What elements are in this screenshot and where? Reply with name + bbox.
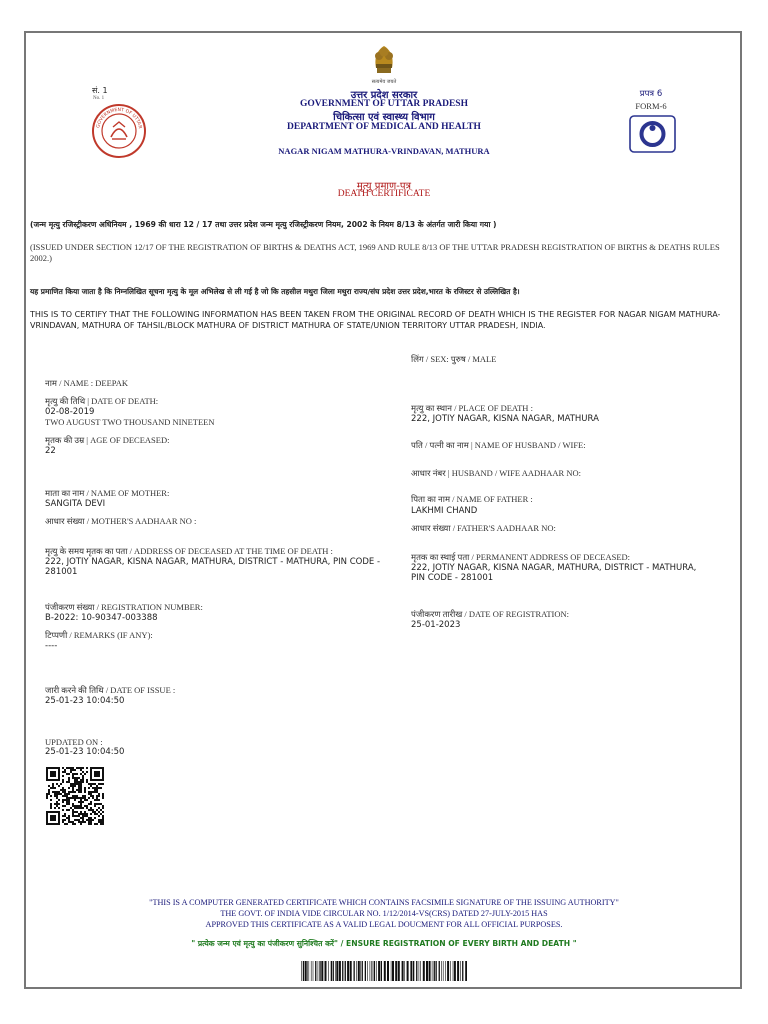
- registration-number-label: पंजीकरण संख्या / REGISTRATION NUMBER:: [45, 602, 203, 612]
- registration-number-value: B-2022: 10-90347-003388: [45, 613, 158, 623]
- issued-under-english: (ISSUED UNDER SECTION 12/17 OF THE REGISTRATION OF BIRTHS & DEATHS ACT, 1969 AND RULE 8/13 OF THE UTTAR PRADESH REGISTRATION OF BIRTHS & DEATHS RULES 2002.): [30, 242, 720, 263]
- barcode[interactable]: [301, 961, 467, 981]
- mother-name-label: माता का नाम / NAME OF MOTHER:: [45, 488, 170, 498]
- footer-circular: THE GOVT. OF INDIA VIDE CIRCULAR NO. 1/12/2014-VS(CRS) DATED 27-JULY-2015 HAS: [220, 909, 548, 918]
- serial-hindi: सं. 1: [92, 86, 108, 95]
- footer-approval: APPROVED THIS CERTIFICATE AS A VALID LEGAL DOUCMENT FOR ALL OFFICIAL PURPOSES.: [205, 920, 563, 929]
- permanent-address-value: 222, JOTIY NAGAR, KISNA NAGAR, MATHURA, DISTRICT - MATHURA, PIN CODE - 281001: [411, 563, 697, 583]
- age-label: मृतक की उम्र | AGE OF DECEASED:: [45, 435, 170, 445]
- certify-hindi: यह प्रमाणित किया जाता है कि निम्नलिखित सूचना मृत्यु के मूल अभिलेख से ली गई है जो कि तहसील मथुरा जिला मथुरा राज्य/संघ प्रदेश उत्तर प्रदेश,भारत के रजिस्टर से उल्लिखित है।: [30, 287, 520, 296]
- mother-aadhaar-label: आधार संख्या / MOTHER'S AADHAAR NO :: [45, 516, 197, 526]
- form-number: FORM-6: [635, 101, 667, 111]
- date-of-death-label: मृत्यु की तिथि | DATE OF DEATH:: [45, 396, 159, 406]
- mother-name-value: SANGITA DEVI: [45, 499, 106, 509]
- certificate-title: DEATH CERTIFICATE: [337, 189, 431, 199]
- footer-computer-generated: "THIS IS A COMPUTER GENERATED CERTIFICATE WHICH CONTAINS FACSIMILE SIGNATURE OF THE ISSUING AUTHORITY": [149, 898, 619, 907]
- registration-date-value: 25-01-2023: [411, 620, 461, 630]
- municipality-name: NAGAR NIGAM MATHURA-VRINDAVAN, MATHURA: [278, 146, 490, 156]
- certificate-border: [24, 31, 742, 989]
- date-of-issue-value: 25-01-23 10:04:50: [45, 696, 125, 706]
- spouse-aadhaar-label: आधार नंबर | HUSBAND / WIFE AADHAAR NO:: [411, 468, 581, 478]
- serial-english: No. 1: [93, 96, 105, 101]
- place-of-death-value: 222, JOTIY NAGAR, KISNA NAGAR, MATHURA: [411, 414, 599, 424]
- certify-english: THIS IS TO CERTIFY THAT THE FOLLOWING INFORMATION HAS BEEN TAKEN FROM THE ORIGINAL RECORD OF DEATH WHICH IS THE REGISTER FOR NAGAR NIGAM MATHURA-VRINDAVAN, MATHURA OF TAHSIL/BLOCK MATHURA OF DISTRICT MATHURA OF STATE/UNION TERRITORY UTTAR PRADESH, INDIA.: [30, 310, 721, 330]
- permanent-address-label: मृतक का स्थाई पता / PERMANENT ADDRESS OF DECEASED:: [411, 552, 631, 562]
- certificate-title-hindi: मृत्यु प्रमाण-पत्र: [356, 181, 412, 192]
- date-of-issue-label: जारी करने की तिथि / DATE OF ISSUE :: [45, 685, 176, 695]
- state-seal: [91, 103, 147, 159]
- updated-on-label: UPDATED ON :: [45, 737, 103, 747]
- place-of-death-label: मृत्यु का स्थान / PLACE OF DEATH :: [411, 403, 533, 413]
- national-emblem: [360, 42, 408, 85]
- state-seal-text: GOVERNMENT OF UTTAR: [96, 107, 142, 130]
- dept-english: DEPARTMENT OF MEDICAL AND HEALTH: [287, 122, 481, 132]
- father-name-label: पिता का नाम / NAME OF FATHER :: [411, 494, 533, 504]
- footer-slogan: " प्रत्येक जन्म एवं मृत्यु का पंजीकरण सुनिश्चित करें" / ENSURE REGISTRATION OF EVERY BIRTH AND DEATH ": [191, 939, 577, 948]
- name-field: नाम / NAME : DEEPAK: [45, 378, 128, 388]
- remarks-label: टिप्पणी / REMARKS (IF ANY):: [45, 630, 153, 640]
- govt-hindi: उत्तर प्रदेश सरकार: [350, 90, 418, 101]
- updated-on-value: 25-01-23 10:04:50: [45, 747, 125, 757]
- crs-logo: [629, 115, 676, 153]
- govt-english: GOVERNMENT OF UTTAR PRADESH: [300, 99, 468, 109]
- dept-hindi: चिकित्सा एवं स्वास्थ्य विभाग: [333, 112, 435, 123]
- father-name-value: LAKHMI CHAND: [411, 506, 478, 516]
- sex-field: लिंग / SEX: पुरुष / MALE: [411, 354, 497, 364]
- age-value: 22: [45, 446, 56, 456]
- address-at-death-value: 222, JOTIY NAGAR, KISNA NAGAR, MATHURA, DISTRICT - MATHURA, PIN CODE - 281001: [45, 557, 381, 577]
- emblem-motto: सत्यमेव जयते: [371, 79, 397, 85]
- spouse-name-label: पति / पत्नी का नाम | NAME OF HUSBAND / WIFE:: [411, 440, 586, 450]
- date-of-death-words: TWO AUGUST TWO THOUSAND NINETEEN: [45, 417, 215, 427]
- registration-date-label: पंजीकरण तारीख / DATE OF REGISTRATION:: [411, 609, 570, 619]
- issued-under-hindi: (जन्म मृत्यु रजिस्ट्रीकरण अधिनियम , 1969 की धारा 12 / 17 तथा उत्तर प्रदेश जन्म मृत्यु रजिस्ट्रीकरण नियम, 2002 के नियम 8/13 के अंतर्गत जारी किया गया ): [30, 220, 497, 229]
- father-aadhaar-label: आधार संख्या / FATHER'S AADHAAR NO:: [411, 523, 556, 533]
- qr-code[interactable]: [46, 767, 104, 825]
- remarks-value: ----: [45, 641, 58, 651]
- form-number-hindi: प्रपत्र 6: [639, 89, 663, 99]
- address-at-death-label: मृत्यु के समय मृतक का पता / ADDRESS OF DECEASED AT THE TIME OF DEATH :: [45, 546, 333, 556]
- date-of-death-value: 02-08-2019: [45, 407, 95, 417]
